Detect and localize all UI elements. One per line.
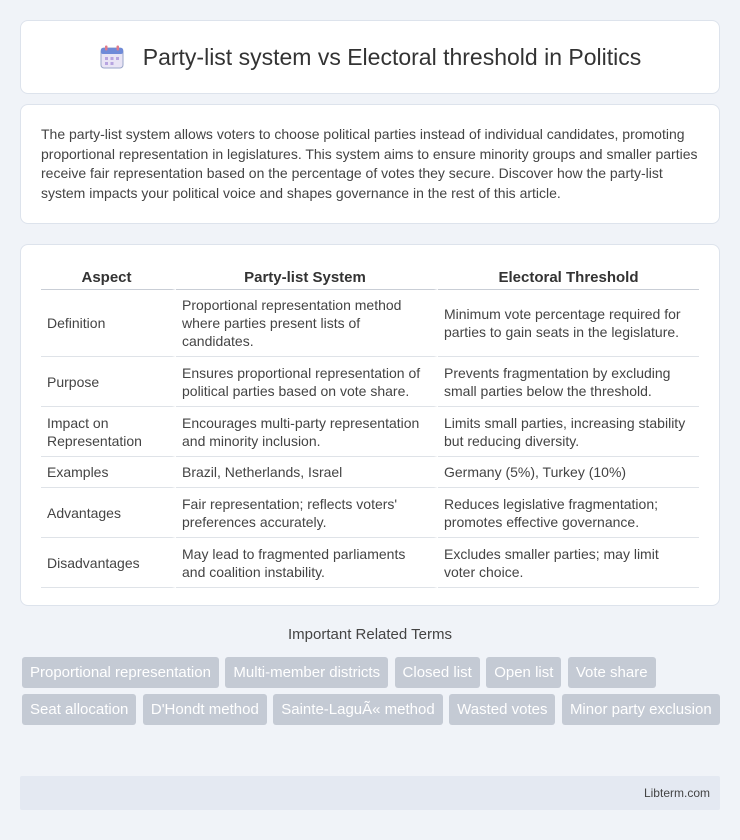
- table-cell-threshold: Prevents fragmentation by excluding small parties below the threshold.: [438, 357, 699, 407]
- table-cell-party-list: Ensures proportional representation of political parties based on vote share.: [176, 357, 438, 407]
- term-tag[interactable]: Minor party exclusion: [562, 694, 720, 725]
- calendar-icon: [99, 44, 125, 70]
- term-tag[interactable]: Wasted votes: [449, 694, 555, 725]
- table-cell-threshold: Excludes smaller parties; may limit voter choice.: [438, 538, 699, 588]
- table-row: [41, 457, 699, 488]
- footer-site-link[interactable]: Libterm.com: [643, 786, 710, 800]
- title-card: [20, 20, 720, 94]
- intro-card: [20, 104, 720, 224]
- footer: [20, 776, 720, 810]
- term-tag[interactable]: Multi-member districts: [225, 657, 388, 688]
- intro-paragraph: The party-list system allows voters to choose political parties instead of individual candidates, promoting proportional representation in legislatures. This system aims to ensure minority groups and smaller parties receive fair representation based on the percentage of votes they secure. Discover how the party-list system impacts your political voice and shapes governance in the rest of this article.: [41, 126, 698, 201]
- table-row: [41, 538, 699, 588]
- term-tag[interactable]: Seat allocation: [22, 694, 136, 725]
- comparison-table: [41, 265, 699, 588]
- column-header-party-list: Party-list System: [176, 265, 438, 290]
- table-cell-party-list: May lead to fragmented parliaments and coalition instability.: [176, 538, 438, 588]
- table-cell-threshold: Reduces legislative fragmentation; promotes effective governance.: [438, 488, 699, 538]
- term-tag[interactable]: D'Hondt method: [143, 694, 267, 725]
- term-tag[interactable]: Sainte-LaguÃ« method: [273, 694, 442, 725]
- related-terms-list: [22, 657, 722, 731]
- table-cell-aspect: Purpose: [41, 357, 176, 407]
- table-cell-aspect: Examples: [41, 457, 176, 488]
- table-header-row: [41, 265, 699, 290]
- related-terms-heading: Important Related Terms: [288, 626, 452, 643]
- table-cell-aspect: Advantages: [41, 488, 176, 538]
- table-cell-aspect: Definition: [41, 290, 176, 357]
- table-cell-party-list: Brazil, Netherlands, Israel: [176, 457, 438, 488]
- term-tag[interactable]: Proportional representation: [22, 657, 219, 688]
- table-cell-party-list: Proportional representation method where parties present lists of candidates.: [176, 290, 438, 357]
- table-row: [41, 290, 699, 357]
- table-cell-party-list: Encourages multi-party representation and minority inclusion.: [176, 407, 438, 457]
- table-cell-threshold: Limits small parties, increasing stability but reducing diversity.: [438, 407, 699, 457]
- table-row: [41, 357, 699, 407]
- table-cell-party-list: Fair representation; reflects voters' preferences accurately.: [176, 488, 438, 538]
- table-row: [41, 407, 699, 457]
- table-cell-aspect: Disadvantages: [41, 538, 176, 588]
- column-header-aspect: Aspect: [41, 265, 176, 290]
- term-tag[interactable]: Vote share: [568, 657, 656, 688]
- column-header-threshold: Electoral Threshold: [438, 265, 699, 290]
- table-cell-threshold: Minimum vote percentage required for parties to gain seats in the legislature.: [438, 290, 699, 357]
- term-tag[interactable]: Open list: [486, 657, 561, 688]
- table-cell-aspect: Impact on Representation: [41, 407, 176, 457]
- term-tag[interactable]: Closed list: [395, 657, 480, 688]
- page-title: Party-list system vs Electoral threshold in Politics: [142, 43, 642, 70]
- table-cell-threshold: Germany (5%), Turkey (10%): [438, 457, 699, 488]
- comparison-card: [20, 244, 720, 606]
- table-row: [41, 488, 699, 538]
